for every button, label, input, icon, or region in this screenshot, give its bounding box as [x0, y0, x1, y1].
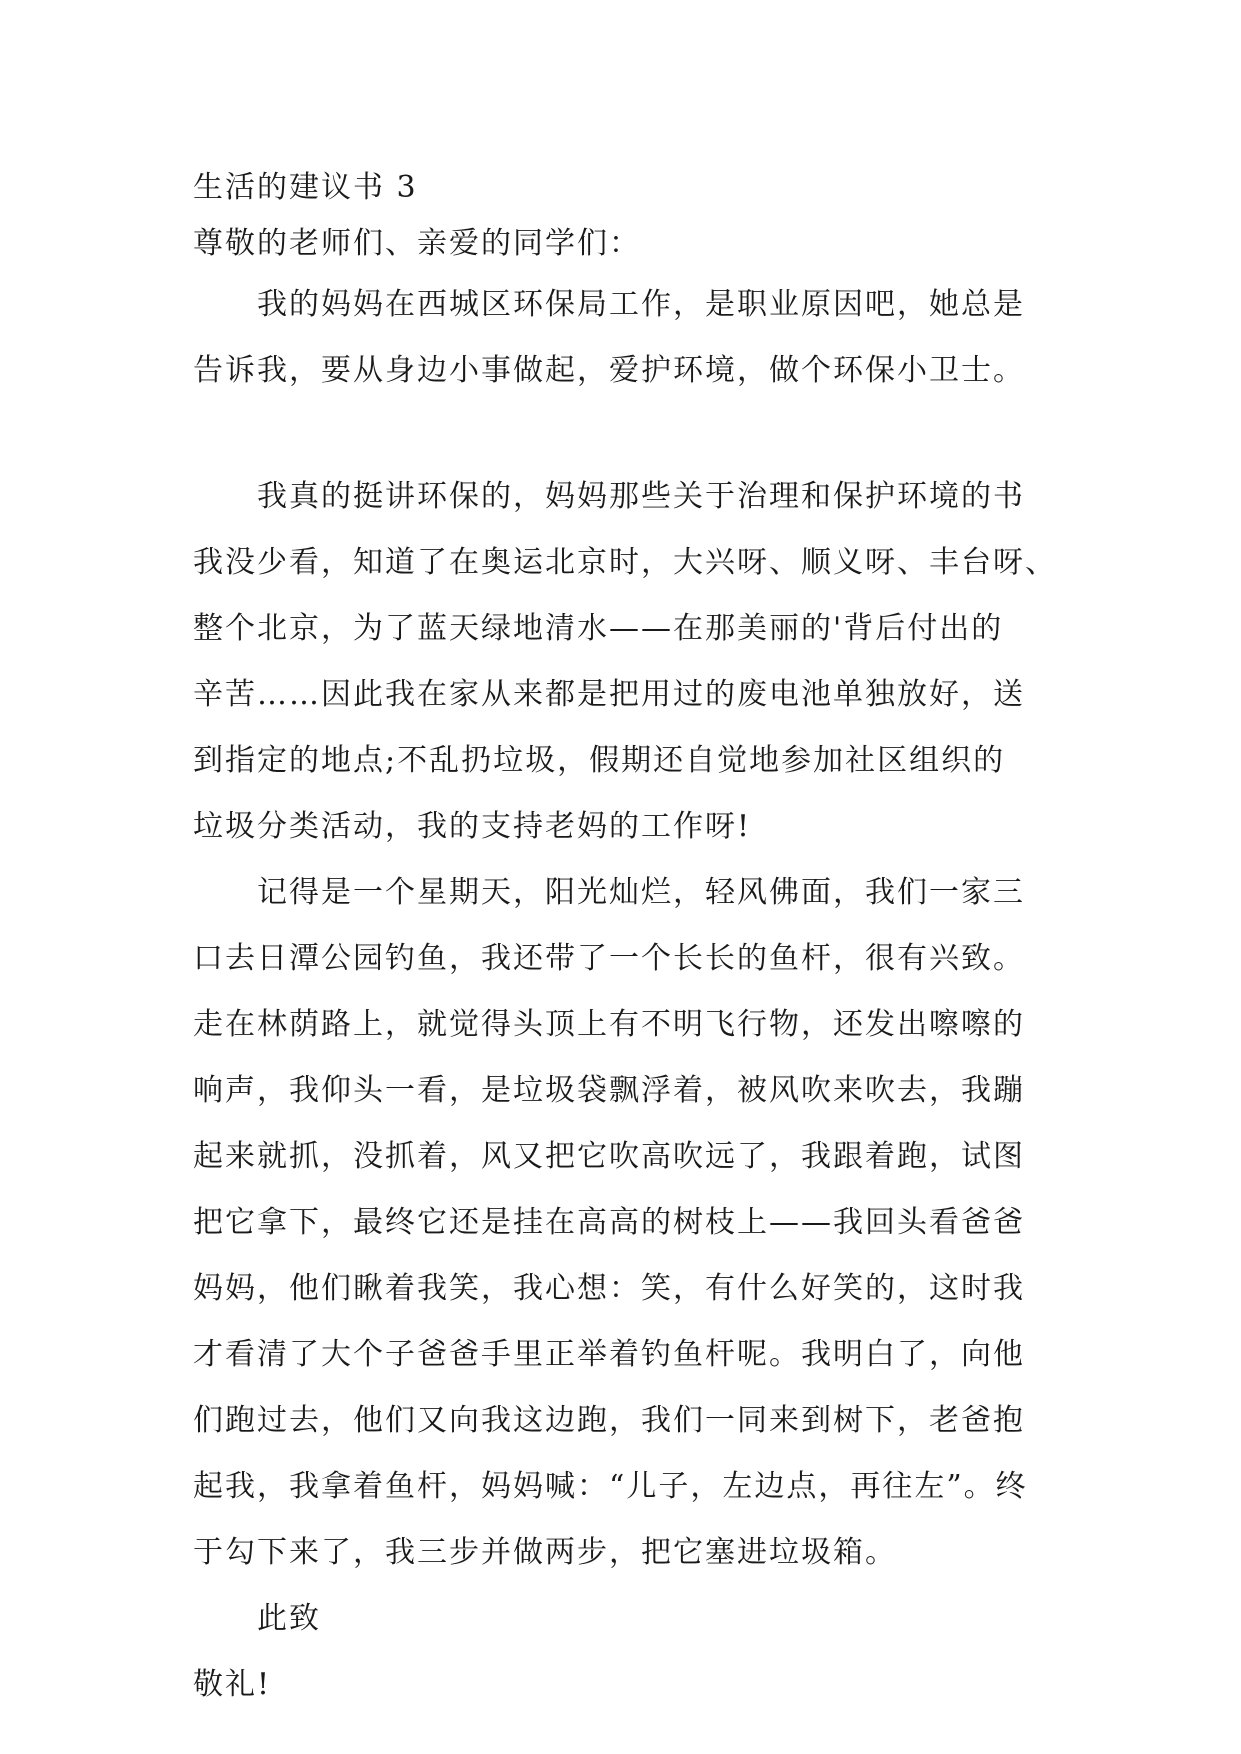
- paragraph-line: 把它拿下，最终它还是挂在高高的树枝上——我回头看爸爸: [193, 1205, 1025, 1240]
- closing: 此致: [257, 1601, 321, 1636]
- paragraph-line: 我的妈妈在西城区环保局工作，是职业原因吧，她总是: [257, 287, 1025, 322]
- paragraph-line: 响声，我仰头一看，是垃圾袋飘浮着，被风吹来吹去，我蹦: [193, 1073, 1025, 1108]
- paragraph-line: 记得是一个星期天，阳光灿烂，轻风佛面，我们一家三: [257, 875, 1025, 910]
- paragraph-line: 走在林荫路上，就觉得头顶上有不明飞行物，还发出嚓嚓的: [193, 1007, 1025, 1042]
- paragraph-line: 辛苦……因此我在家从来都是把用过的废电池单独放好，送: [193, 677, 1025, 712]
- paragraph-line: 妈妈，他们瞅着我笑，我心想：笑，有什么好笑的，这时我: [193, 1271, 1025, 1306]
- paragraph-line: 告诉我，要从身边小事做起，爱护环境，做个环保小卫士。: [193, 353, 1025, 388]
- paragraph-3: [193, 860, 1053, 1586]
- salutation: 尊敬的老师们、亲爱的同学们：: [193, 226, 641, 261]
- paragraph-line: 起来就抓，没抓着，风又把它吹高吹远了，我跟着跑，试图: [193, 1139, 1025, 1174]
- regards: 敬礼!: [193, 1667, 272, 1702]
- paragraph-line: 我真的挺讲环保的，妈妈那些关于治理和保护环境的书: [257, 479, 1025, 514]
- paragraph-line: 整个北京，为了蓝天绿地清水——在那美丽的'背后付出的: [193, 611, 1004, 646]
- paragraph-gap: [193, 404, 1053, 464]
- paragraph-line: 才看清了大个子爸爸手里正举着钓鱼杆呢。我明白了，向他: [193, 1337, 1025, 1372]
- paragraph-line: 我没少看，知道了在奥运北京时，大兴呀、顺义呀、丰台呀、: [193, 545, 1057, 580]
- paragraph-line: 口去日潭公园钓鱼，我还带了一个长长的鱼杆，很有兴致。: [193, 941, 1025, 976]
- document-body: [193, 160, 1057, 1718]
- document-title: 生活的建议书 3: [193, 170, 418, 205]
- paragraph-line: 到指定的地点;不乱扔垃圾，假期还自觉地参加社区组织的: [193, 743, 1006, 778]
- paragraph-1: [193, 272, 1053, 404]
- paragraph-line: 们跑过去，他们又向我这边跑，我们一同来到树下，老爸抱: [193, 1403, 1025, 1438]
- paragraph-line: 垃圾分类活动，我的支持老妈的工作呀!: [193, 809, 752, 844]
- paragraph-line: 起我，我拿着鱼杆，妈妈喊：“儿子，左边点，再往左”。终: [193, 1469, 1028, 1504]
- paragraph-2: [193, 464, 1057, 860]
- paragraph-line: 于勾下来了，我三步并做两步，把它塞进垃圾箱。: [193, 1535, 897, 1570]
